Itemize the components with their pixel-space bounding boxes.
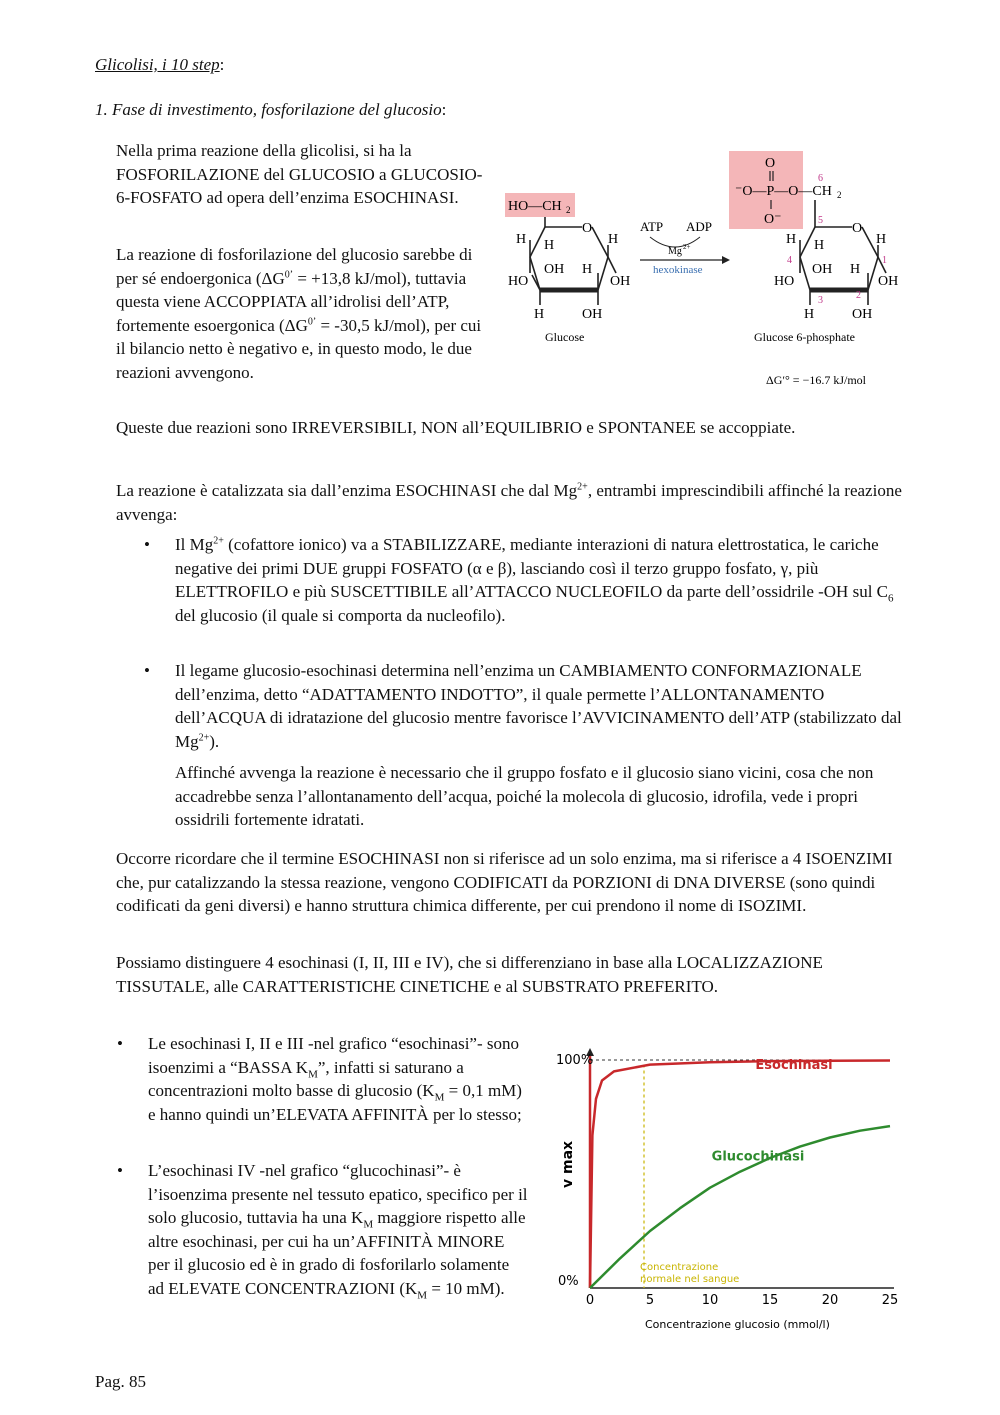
svg-text:H: H <box>804 307 815 322</box>
bullet-dot: • <box>117 1034 123 1053</box>
page-title: Glicolisi, i 10 step <box>95 55 220 74</box>
svg-text:HO: HO <box>774 274 795 289</box>
delta-g-label: ΔG′° = −16.7 kJ/mol <box>766 373 867 387</box>
svg-text:H: H <box>582 262 593 277</box>
reaction-arrowhead <box>722 256 730 264</box>
svg-text:H: H <box>608 232 619 247</box>
paragraph-irreversible: Queste due reazioni sono IRREVERSIBILI, NON all’EQUILIBRIO e SPONTANEE se accoppiate. <box>116 418 796 437</box>
hexokinase-label: hexokinase <box>653 264 703 276</box>
series-line-esochinasi <box>590 1061 890 1289</box>
list-item-glucokinase <box>117 1159 529 1300</box>
x-tick-label: 15 <box>761 1293 779 1308</box>
list-item-low-km <box>117 1032 529 1126</box>
svg-text:OH: OH <box>812 262 833 277</box>
section-heading: 1. Fase di investimento, fosforilazione del glucosio <box>95 100 442 119</box>
svg-text:3: 3 <box>818 295 823 306</box>
x-tick-label: 20 <box>821 1293 839 1308</box>
x-tick-label: 0 <box>585 1293 595 1308</box>
list-item-continuation: Affinché avvenga la reazione è necessario che il gruppo fosfato e il glucosio siano vicini, cosa che non accadrebbe senza l’allontanamento dell’acqua, poiché la molecola di glucosio, idrofila, vede i propri ossidrili fortemente idratati. <box>175 763 874 829</box>
glucose-label: Glucose <box>545 330 585 344</box>
svg-text:HO: HO <box>508 274 529 289</box>
svg-text:OH: OH <box>610 274 631 289</box>
list-item-text: Il legame glucosio-esochinasi determina nell’enzima un CAMBIAMENTO CONFORMAZIONALE dell’enzima, detto “ADATTAMENTO INDOTTO”, il quale permette l’ALLONTANAMENTO dell’ACQUA di idratazione del glucosio mentre favorisce l’AVVICINAMENTO dell’ATP (stabilizzato dal $Mg^{2+}$). <box>175 661 902 751</box>
section-heading-suffix: : <box>441 100 447 119</box>
series-label-esochinasi: Esochinasi <box>755 1058 833 1074</box>
svg-text:O: O <box>852 221 863 236</box>
svg-text:OH: OH <box>544 262 565 277</box>
list-item-text: L’esochinasi IV -nel grafico “glucochinasi”- è l’isoenzima presente nel tessuto epatico, specifico per il solo glucosio, tuttavia ha una $K_M$ maggiore rispetto alle altre esochinasi, per cui ha un’AFFINITÀ MINORE per il glucosio ed è in grado di fosforilarlo solamente ad ELEVATE CONCENTRAZIONI ($K_M = 10$ mM). <box>148 1161 528 1301</box>
svg-text:H: H <box>876 232 887 247</box>
page-title-suffix: : <box>219 55 225 74</box>
blood-concentration-annotation: Concentrazione normale nel sangue <box>640 1262 740 1285</box>
svg-text:2: 2 <box>837 190 842 200</box>
svg-text:2: 2 <box>566 205 571 215</box>
svg-text:6: 6 <box>818 173 823 184</box>
y-tick-label-0: 0% <box>558 1274 579 1289</box>
svg-text:OH: OH <box>878 274 899 289</box>
paragraph-intro: Nella prima reazione della glicolisi, si ha la FOSFORILAZIONE del GLUCOSIO a GLUCOSIO-6-FOSFATO ad opera dell’enzima ESOCHINASI. <box>116 141 483 207</box>
mg-label: Mg <box>668 246 682 257</box>
atp-label: ATP <box>640 219 664 234</box>
svg-text:OH: OH <box>582 307 603 322</box>
page-number: Pag. 85 <box>95 1372 146 1391</box>
svg-text:2: 2 <box>856 290 861 301</box>
paragraph-isoenzymes: Occorre ricordare che il termine ESOCHINASI non si riferisce ad un solo enzima, ma si riferisce a 4 ISOENZIMI che, pur catalizzando la stessa reazione, vengono CODIFICATI da PORZIONI di DNA DIVERSE (sono quindi codificati da geni diversi) e hanno struttura chimica differente, per cui prendono il nome di ISOZIMI. <box>116 849 893 915</box>
series-label-glucochinasi: Glucochinasi <box>711 1149 805 1165</box>
g6p-ring <box>800 200 886 305</box>
page-title-line <box>95 55 224 75</box>
svg-text:H: H <box>786 232 797 247</box>
svg-text:H: H <box>534 307 545 322</box>
glucose-ring <box>530 217 619 305</box>
phosphate-row: ⁻O—P—O—CH <box>735 184 832 199</box>
x-tick-label: 10 <box>701 1293 719 1308</box>
svg-text:O: O <box>765 156 776 171</box>
bullet-dot: • <box>144 535 150 554</box>
svg-text:H: H <box>850 262 861 277</box>
svg-text:OH: OH <box>852 307 873 322</box>
list-item-text: Il $Mg^{2+}$ (cofattore ionico) va a STABILIZZARE, mediante interazioni di natura elettrostatica, le cariche negative dei primi DUE gruppi FOSFATO (α e β), lasciando così il terzo gruppo fosfato, γ, più ELETTROFILO e più SUSCETTIBILE all’ATTACCO NUCLEOFILO da parte dell’ossidrile -OH sul $C_6$ del glucosio (il quale si comporta da nucleofilo). <box>175 535 894 625</box>
y-tick-label-100: 100% <box>556 1053 594 1068</box>
bullet-dot: • <box>144 661 150 680</box>
section-heading-line <box>95 100 446 120</box>
hexokinase-reaction-figure <box>500 145 905 395</box>
ring-oxygen: O <box>582 221 593 236</box>
list-item-induced-fit <box>144 659 904 832</box>
paragraph-catalysis: La reazione è catalizzata sia dall’enzima ESOCHINASI che dal $Mg^{2+}$, entrambi imprescindibili affinché la reazione avvenga: <box>116 481 902 524</box>
list-item-mg <box>144 533 904 627</box>
paragraph-four-hexokinases: Possiamo distinguere 4 esochinasi (I, II, III e IV), che si differenziano in base alla LOCALIZZAZIONE TISSUTALE, alle CARATTERISTICHE CINETICHE e al SUBSTRATO PREFERITO. <box>116 953 823 996</box>
hexokinase-kinetics-chart <box>550 1045 910 1335</box>
svg-text:O⁻: O⁻ <box>764 212 782 227</box>
svg-text:H: H <box>516 232 527 247</box>
y-axis-label: v max <box>560 1140 576 1188</box>
svg-text:2+: 2+ <box>683 243 691 251</box>
series-group <box>590 1058 890 1288</box>
svg-text:5: 5 <box>818 215 823 226</box>
x-axis-label: Concentrazione glucosio (mmol/l) <box>645 1318 830 1331</box>
svg-text:1: 1 <box>882 255 887 266</box>
svg-text:4: 4 <box>787 255 792 266</box>
bullet-dot: • <box>117 1161 123 1180</box>
x-tick-labels <box>586 1293 898 1308</box>
paragraph-endoergonic: La reazione di fosforilazione del glucosio sarebbe di per sé endoergonica ($\Delta G^{0’} = +13,8$ kJ/mol), tuttavia questa viene ACCOPPIATA all’idrolisi dell’ATP, fortemente esoergonica ($\Delta G^{0’} = -30,5$ kJ/mol), per cui il bilancio netto è negativo e, in questo modo, le due reazioni avvengono. <box>116 245 482 382</box>
svg-text:H: H <box>544 238 555 253</box>
ho-ch2-label: HO—CH <box>508 199 562 214</box>
list-item-text: Le esochinasi I, II e III -nel grafico “esochinasi”- sono isoenzimi a “BASSA $K_M$”, infatti si saturano a concentrazioni molto basse di glucosio ($K_M = 0,1$ mM) e hanno quindi un’ELEVATA AFFINITÀ per lo stesso; <box>148 1034 522 1124</box>
adp-label: ADP <box>686 219 713 234</box>
x-tick-label: 5 <box>645 1293 655 1308</box>
g6p-label: Glucose 6-phosphate <box>754 330 855 344</box>
svg-text:H: H <box>814 238 825 253</box>
x-tick-label: 25 <box>881 1293 899 1308</box>
